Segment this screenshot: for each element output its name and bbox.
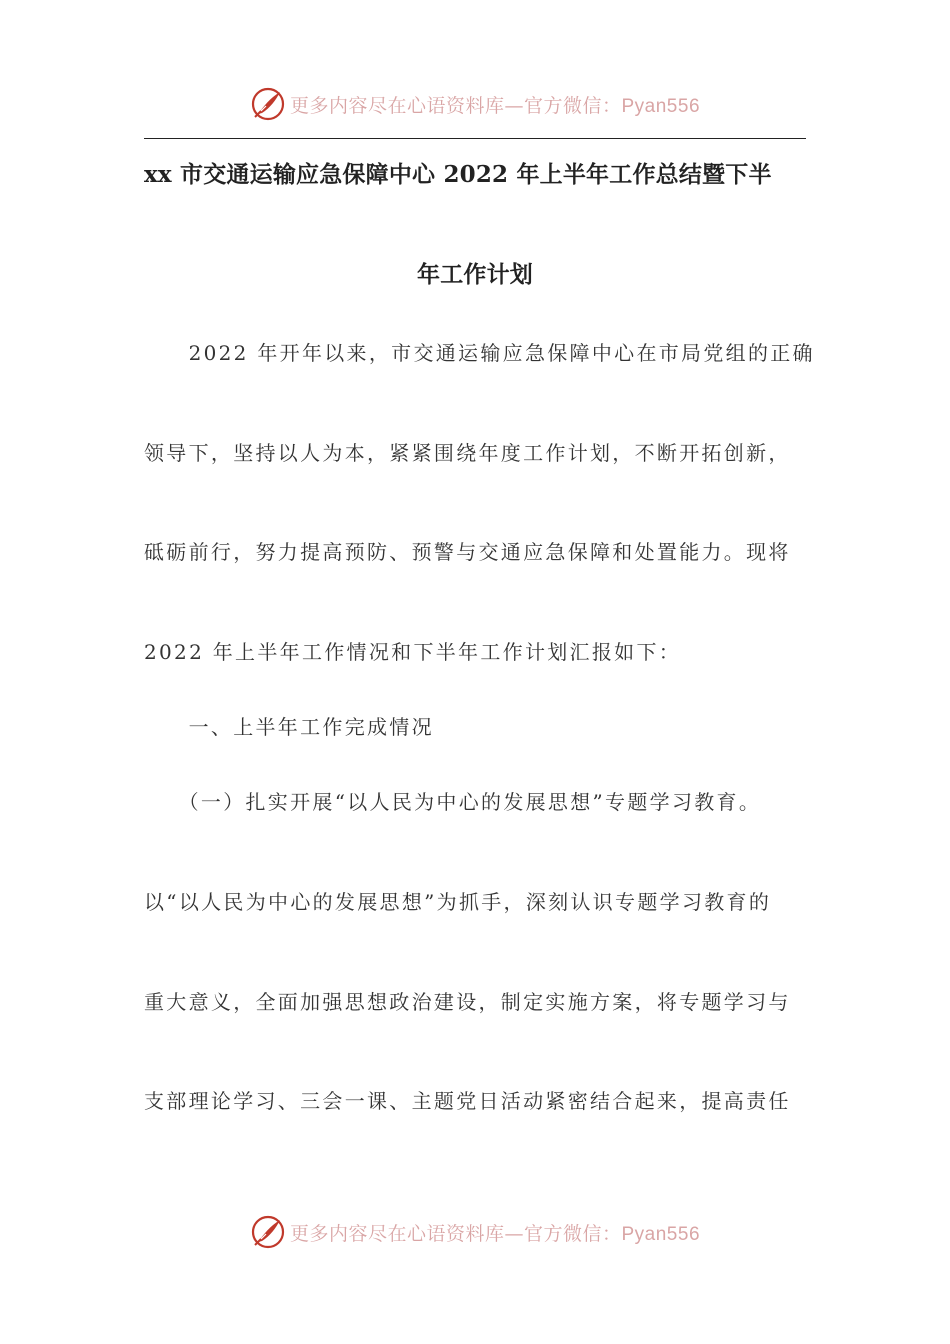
header-banner-text: 更多内容尽在心语资料库—官方微信：Pyan556 [289,94,701,117]
document-title-line-1: xx 市交通运输应急保障中心 2022 年上半年工作总结暨下半 [144,161,772,188]
body-line-1: 2022 年开年以来，市交通运输应急保障中心在市局党组的正确 [144,341,815,365]
header-wechat-id: Pyan556 [621,95,701,117]
body-line-8: 重大意义，全面加强思想政治建设，制定实施方案，将专题学习与 [144,990,791,1014]
footer-wechat-id: Pyan556 [621,1223,701,1245]
body-line-3: 砥砺前行，努力提高预防、预警与交通应急保障和处置能力。现将 [144,540,791,564]
header-divider [144,138,806,139]
quill-pen-icon [250,1214,286,1250]
footer-banner-text: 更多内容尽在心语资料库—官方微信：Pyan556 [289,1222,701,1245]
body-line-4: 2022 年上半年工作情况和下半年工作计划汇报如下： [144,640,682,664]
section-heading: 一、上半年工作完成情况 [144,715,434,739]
footer-banner [0,1212,950,1252]
subsection-heading: （一）扎实开展“以人民为中心的发展思想”专题学习教育。 [144,790,762,814]
body-line-2: 领导下，坚持以人为本，紧紧围绕年度工作计划，不断开拓创新， [144,441,791,465]
body-line-9: 支部理论学习、三会一课、主题党日活动紧密结合起来，提高责任 [144,1089,791,1113]
header-banner [0,84,950,124]
body-line-7: 以“以人民为中心的发展思想”为抓手，深刻认识专题学习教育的 [144,890,772,914]
document-title-line-2: 年工作计划 [417,261,533,288]
quill-pen-icon [250,86,286,122]
